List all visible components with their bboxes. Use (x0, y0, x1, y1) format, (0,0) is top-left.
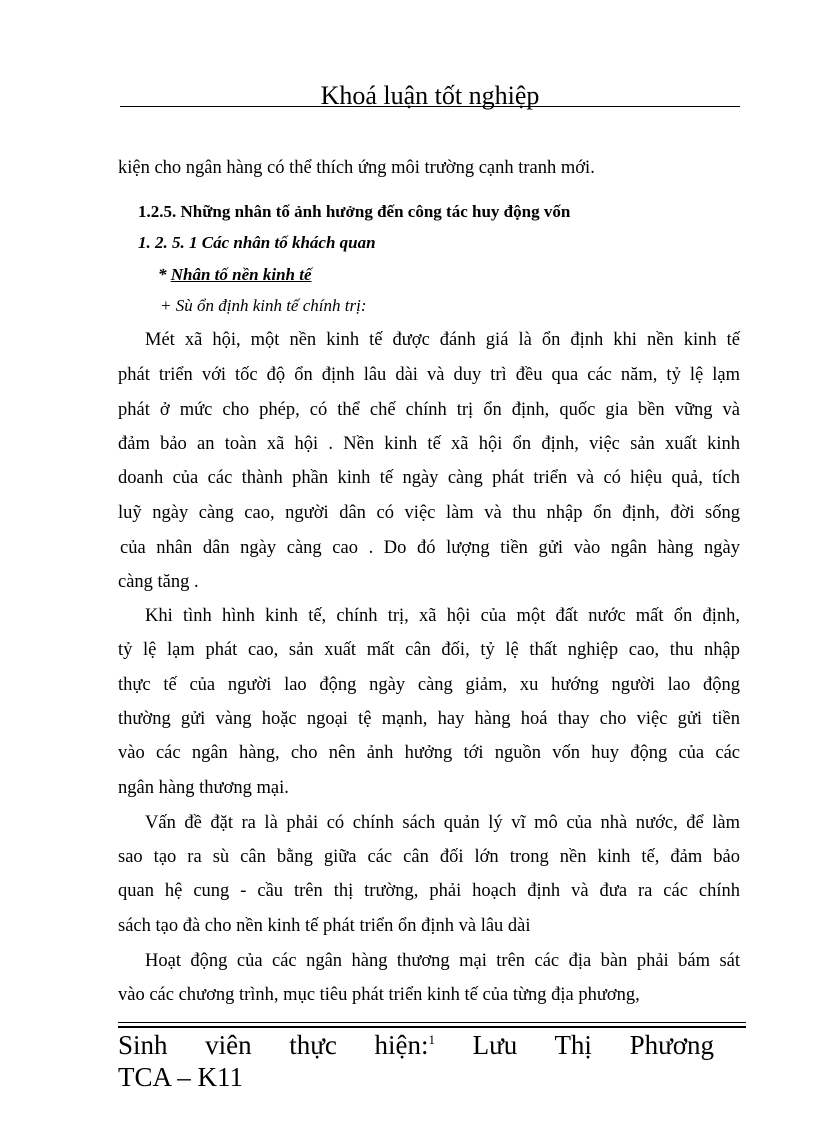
paragraph-line: ngân hàng thương mại. (118, 778, 289, 798)
paragraph-line: phát ở mức cho phép, có thể chế chính trị ổn định, quốc gia bền vững và (118, 400, 740, 420)
page-header-title: Khoá luận tốt nghiệp (320, 81, 540, 110)
footer-word: hiện: (374, 1030, 429, 1060)
subsection-heading-1-2-5-1: 1. 2. 5. 1 Các nhân tố khách quan (138, 233, 376, 252)
intro-line: kiện cho ngân hàng có thể thích ứng môi trường cạnh tranh mới. (118, 158, 595, 178)
header-rule (120, 106, 740, 107)
paragraph-line: Vấn đề đặt ra là phải có chính sách quản lý vĩ mô của nhà nước, để làm (145, 813, 740, 833)
page-number: 1 (428, 1032, 436, 1047)
paragraph-line: tỷ lệ lạm phát cao, sản xuất mất cân đối, tỷ lệ thất nghiệp cao, thu nhập (118, 640, 740, 660)
footer-word: Lưu (472, 1030, 518, 1060)
footer-class-line: TCA – K11 (118, 1062, 244, 1092)
paragraph-line: vào các chương trình, mục tiêu phát triển kinh tế của từng địa phương, (118, 985, 640, 1005)
paragraph-line: doanh của các thành phần kinh tế ngày càng phát triển và có hiệu quả, tích (118, 468, 740, 488)
paragraph-line: quan hệ cung - cầu trên thị trường, phải hoạch định và đưa ra các chính (118, 881, 740, 901)
bullet-heading-label: Nhân tố nền kinh tế (170, 265, 312, 284)
paragraph-line: sách tạo đà cho nền kinh tế phát triển ổn định và lâu dài (118, 916, 531, 936)
footer-word: Thị (554, 1030, 592, 1060)
section-heading-1-2-5: 1.2.5. Những nhân tố ảnh hưởng đến công tác huy động vốn (138, 202, 571, 221)
paragraph-line: thường gửi vàng hoặc ngoại tệ mạnh, hay hàng hoá thay cho việc gửi tiền (118, 709, 740, 729)
footer-label (375, 1030, 436, 1060)
bullet-heading (158, 263, 780, 287)
footer-word: Phương (629, 1030, 714, 1060)
paragraph-line: Mét xã hội, một nền kinh tế được đánh giá là ổn định khi nền kinh tế (145, 330, 740, 350)
paragraph-line: Hoạt động của các ngân hàng thương mại trên các địa bàn phải bám sát (145, 951, 740, 971)
footer-word: Sinh (118, 1030, 168, 1060)
paragraph-line: đảm bảo an toàn xã hội . Nền kinh tế xã hội ổn định, việc sản xuất kinh (118, 434, 740, 454)
paragraph-line: càng tăng . (118, 572, 199, 592)
footer-rule-thin (118, 1022, 746, 1023)
paragraph-line: Khi tình hình kinh tế, chính trị, xã hội của một đất nước mất ổn định, (145, 606, 740, 626)
footer-rule-thick (118, 1026, 746, 1028)
bullet-star: * (158, 265, 167, 284)
paragraph-line: của nhân dân ngày càng cao . Do đó lượng tiền gửi vào ngân hàng ngày (120, 538, 740, 558)
paragraph-line: sao tạo ra sù cân bằng giữa các cân đối lớn trong nền kinh tế, đảm bảo (118, 847, 740, 867)
paragraph-line: thực tế của người lao động ngày càng giảm, xu hướng người lao động (118, 675, 740, 695)
footer-word: viên (205, 1030, 252, 1060)
paragraph-line: vào các ngân hàng, cho nên ảnh hưởng tới nguồn vốn huy động của các (118, 743, 740, 763)
footer-author-line (118, 1030, 714, 1060)
paragraph-line: luỹ ngày càng cao, người dân có việc làm và thu nhập ổn định, đời sống (118, 503, 740, 523)
paragraph-line: phát triển với tốc độ ổn định lâu dài và duy trì đều qua các năm, tỷ lệ lạm (118, 365, 740, 385)
sub-heading: + Sù ổn định kinh tế chính trị: (160, 296, 367, 315)
footer-word: thực (289, 1030, 337, 1060)
